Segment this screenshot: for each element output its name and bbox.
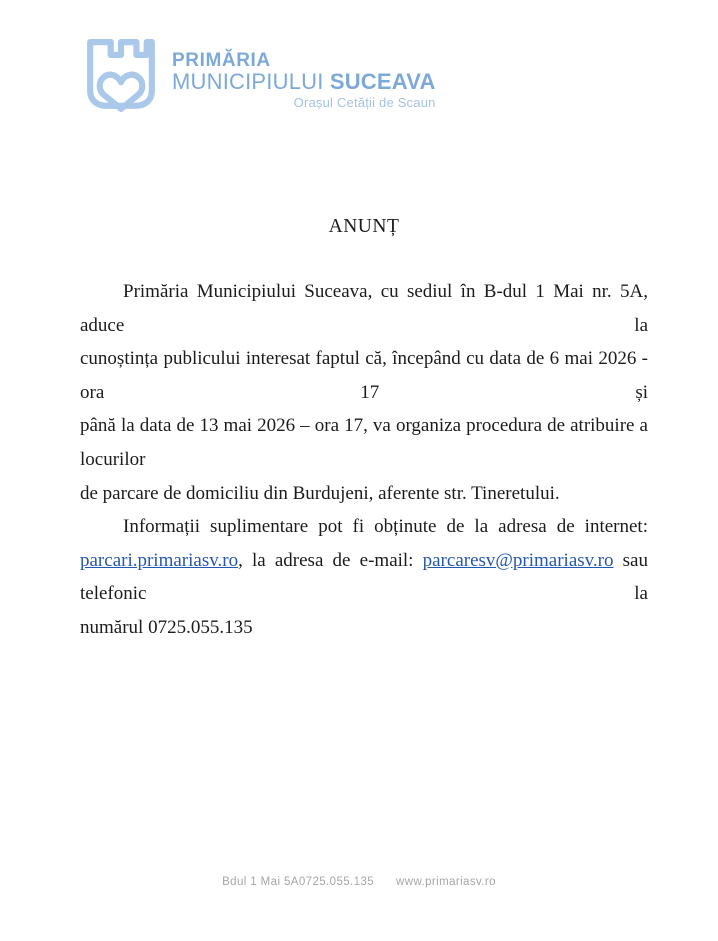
- paragraph-2-text: sau telefonic la: [80, 549, 648, 605]
- document-body: [80, 0, 648, 645]
- logo-title-line1: PRIMĂRIA: [172, 50, 271, 71]
- link-email-parcaresv[interactable]: parcaresv@primariasv.ro: [422, 549, 614, 571]
- logo-suceava: SUCEAVA: [329, 69, 436, 94]
- footer: [0, 876, 718, 888]
- paragraph-1-line: de parcare de domiciliu din Burdujeni, aferente str. Tineretului.: [80, 482, 560, 504]
- paragraph-2-line: Informații suplimentare pot fi obținute de la adresa de internet:: [123, 516, 648, 538]
- paragraph-2-line: numărul 0725.055.135: [80, 616, 253, 638]
- footer-address: Bdul 1 Mai 5A: [222, 876, 299, 888]
- paragraph-1-line: cunoștința publicului interesat faptul că, începând cu data de 6 mai 2026 - ora 17 și: [80, 348, 648, 403]
- paragraph-2-line: [80, 544, 648, 611]
- paragraph-1-line: până la data de 13 mai 2026 – ora 17, va organiza procedura de atribuire a locurilor: [80, 415, 648, 470]
- link-parcari-primariasv[interactable]: parcari.primariasv.ro: [80, 549, 239, 571]
- logo-subtitle: Orașul Cetății de Scaun: [293, 95, 436, 110]
- logo-municipiului: MUNICIPIULUI: [172, 69, 330, 94]
- paragraph-1-line: Primăria Municipiului Suceava, cu sediul în B-dul 1 Mai nr. 5A, aduce la: [80, 281, 648, 336]
- paragraph-2-text: , la adresa de e-mail:: [238, 549, 423, 571]
- paragraph-2: [80, 510, 648, 644]
- footer-website: www.primariasv.ro: [396, 876, 496, 888]
- document-title: ANUNȚ: [328, 216, 400, 237]
- paragraph-1: [80, 275, 648, 510]
- footer-phone: 0725.055.135: [298, 876, 375, 888]
